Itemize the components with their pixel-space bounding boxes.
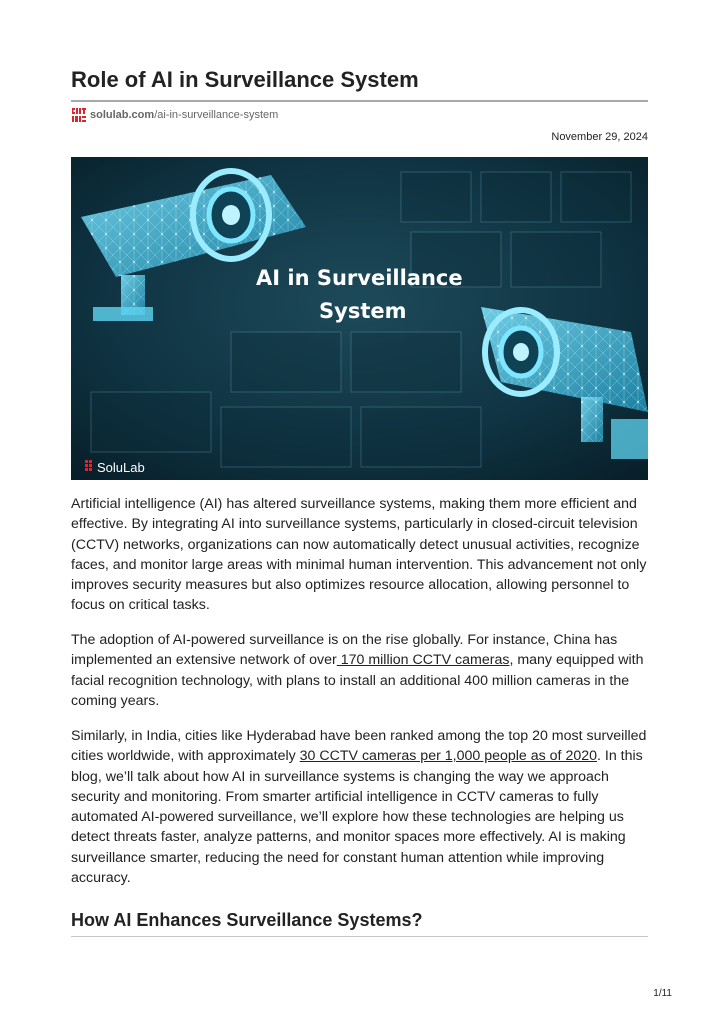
title-divider [71, 100, 648, 102]
hero-brand-name: SoluLab [97, 460, 145, 475]
paragraph-india [71, 726, 651, 888]
paragraph-india-text: Similarly, in India, cities like Hyderabad have been ranked among the top 20 most surveilled cities worldwide, with approximately [71, 728, 647, 765]
hero-image [71, 157, 648, 480]
page-number: 1/11 [653, 988, 672, 999]
source-path[interactable]: /ai-in-surveillance-system [154, 109, 279, 121]
solulab-logo-icon [71, 107, 87, 123]
publish-date: November 29, 2024 [551, 131, 648, 143]
paragraph-intro: Artificial intelligence (AI) has altered surveillance systems, making them more efficient and effective. By integrating AI into surveillance systems, particularly in closed-circuit television (CCTV) networks, organizations can now automatically detect unusual activities, recognize faces, and monitor large areas with minimal human intervention. This advancement not only improves security measures but also optimizes resource allocation, allowing personnel to focus on critical tasks. [71, 496, 647, 614]
section-divider [71, 936, 648, 937]
hero-headline-line2: System [319, 299, 407, 323]
paragraph-adoption-text: The adoption of AI-powered surveillance is on the rise globally. For instance, China has implemented an extensive network of over [71, 632, 618, 669]
source-line [71, 106, 278, 124]
section-heading: How AI Enhances Surveillance Systems? [71, 910, 423, 930]
paragraph-adoption [71, 630, 651, 711]
page-title: Role of AI in Surveillance System [71, 67, 419, 92]
paragraph-india-text-end: . In this blog, we’ll talk about how AI in surveillance systems is changing the way we approach security and monitoring. From smarter artificial intelligence in CCTV cameras to fully automated AI-powered surveillance, we’ll explore how these technologies are helping us detect threats faster, analyze patterns, and monitor spaces more effectively. AI is making surveillance smarter, reducing the need for constant human attention while improving accuracy. [71, 748, 643, 887]
source-domain[interactable]: solulab.com [90, 109, 155, 121]
link-30-cameras-per-1000[interactable]: 30 CCTV cameras per 1,000 people as of 2020 [299, 748, 597, 765]
hero-headline-line1: AI in Surveillance [256, 266, 463, 290]
link-170-million-cameras[interactable]: 170 million CCTV cameras [336, 652, 510, 669]
paragraph-adoption-text-end: , many equipped with facial recognition technology, with plans to install an additional 400 million cameras in the coming years. [71, 652, 644, 709]
